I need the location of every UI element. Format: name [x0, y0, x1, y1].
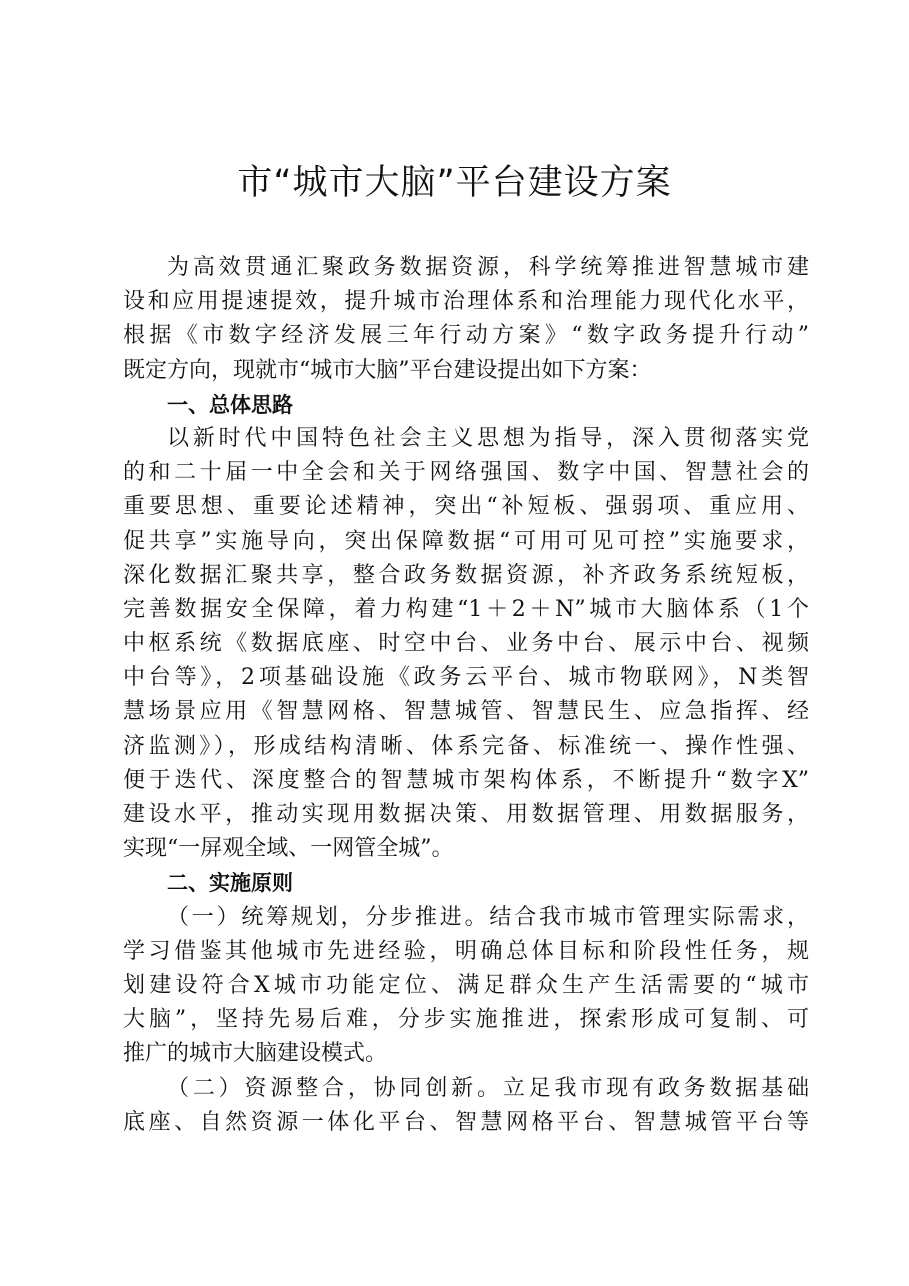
- body-line: 既定方向，现就市“城市大脑”平台建设提出如下方案：: [123, 357, 652, 383]
- body-line: 划建设符合X城市功能定位、满足群众生产生活需要的“城市: [123, 972, 809, 998]
- body-line: 深化数据汇聚共享，整合政务数据资源，补齐政务系统短板，: [123, 562, 809, 588]
- section-heading: 二、实施原则: [167, 871, 293, 896]
- body-line: 学习借鉴其他城市先进经验，明确总体目标和阶段性任务，规: [123, 938, 809, 964]
- body-line: 便于迭代、深度整合的智慧城市架构体系，不断提升“数字X”: [123, 767, 809, 793]
- body-line: 根据《市数字经济发展三年行动方案》“数字政务提升行动”: [123, 323, 809, 349]
- body-line: 大脑”，坚持先易后难，分步实施推进，探索形成可复制、可: [123, 1007, 809, 1033]
- body-line: 中台等》，2项基础设施《政务云平台、城市物联网》，N类智: [123, 665, 809, 691]
- document-title: 市“城市大脑”平台建设方案: [237, 163, 672, 203]
- body-line: 底座、自然资源一体化平台、智慧网格平台、智慧城管平台等: [123, 1109, 809, 1135]
- body-line: （二）资源整合，协同创新。立足我市现有政务数据基础: [167, 1075, 809, 1101]
- body-line: （一）统筹规划，分步推进。结合我市城市管理实际需求，: [167, 904, 809, 930]
- body-line: 重要思想、重要论述精神，突出“补短板、强弱项、重应用、: [123, 494, 809, 520]
- body-line: 设和应用提速提效，提升城市治理体系和治理能力现代化水平，: [123, 289, 809, 315]
- body-line: 推广的城市大脑建设模式。: [123, 1041, 388, 1067]
- section-heading: 一、总体思路: [167, 392, 293, 417]
- body-line: 促共享”实施导向，突出保障数据“可用可见可控”实施要求，: [123, 528, 809, 554]
- body-line: 实现“一屏观全域、一网管全城”。: [123, 836, 454, 862]
- body-line: 中枢系统《数据底座、时空中台、业务中台、展示中台、视频: [123, 631, 809, 657]
- body-line: 慧场景应用《智慧网格、智慧城管、智慧民生、应急指挥、经: [123, 699, 809, 725]
- body-line: 的和二十届一中全会和关于网络强国、数字中国、智慧社会的: [123, 460, 809, 486]
- body-line: 为高效贯通汇聚政务数据资源，科学统筹推进智慧城市建: [167, 255, 809, 280]
- document-body: [123, 251, 809, 1140]
- body-line: 完善数据安全保障，着力构建“1＋2＋N”城市大脑体系（1个: [123, 596, 809, 622]
- body-line: 以新时代中国特色社会主义思想为指导，深入贯彻落实党: [167, 425, 809, 451]
- body-line: 济监测》），形成结构清晰、体系完备、标准统一、操作性强、: [123, 733, 809, 759]
- body-line: 建设水平，推动实现用数据决策、用数据管理、用数据服务，: [123, 802, 809, 827]
